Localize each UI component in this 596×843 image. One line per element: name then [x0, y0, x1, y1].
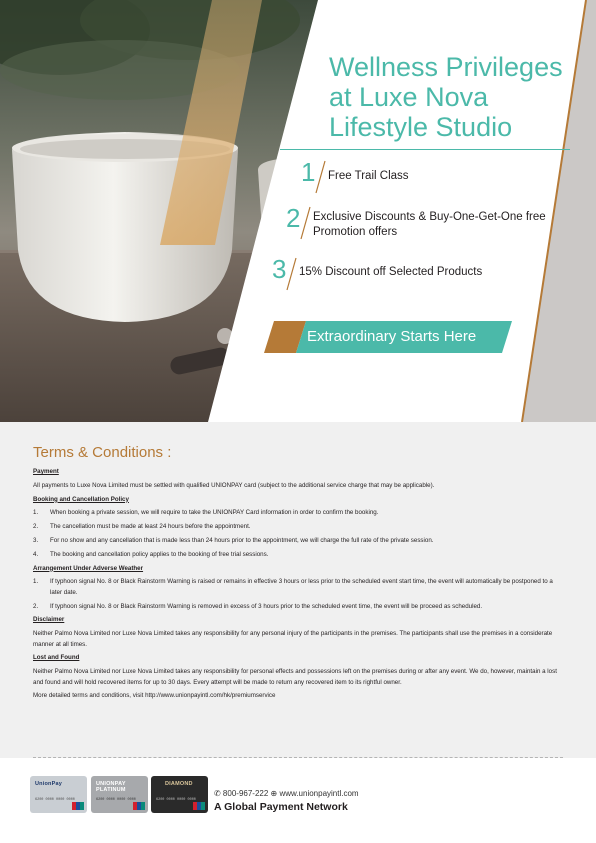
- payment-heading: Payment: [33, 468, 59, 475]
- terms-body: [33, 467, 563, 705]
- weather-heading: Arrangement Under Adverse Weather: [33, 564, 144, 572]
- unionpay-logo-icon: [72, 802, 84, 810]
- list-number: 3.: [33, 536, 39, 544]
- list-number: 1.: [33, 509, 39, 517]
- slash-divider-icon: [285, 257, 297, 291]
- tagline: A Global Payment Network: [214, 801, 348, 813]
- cta-label: Extraordinary Starts Here: [307, 328, 477, 345]
- list-text: If typhoon signal No. 8 or Black Rainstorm Warning is removed in excess of 3 hours prior to the scheduled event time, the event will be proceed as scheduled.: [50, 602, 483, 610]
- disclaimer-heading: Disclaimer: [33, 616, 65, 624]
- unionpay-logo-icon: [133, 802, 145, 810]
- privilege-text: Exclusive Discounts & Buy-One-Get-One free Promotion offers: [313, 211, 546, 238]
- privilege-text: 15% Discount off Selected Products: [299, 266, 483, 278]
- slash-divider-icon: [299, 206, 311, 240]
- list-text: The cancellation must be made at least 24 hours before the appointment.: [50, 523, 251, 531]
- card-number: 6200 0000 0000 0000: [96, 798, 136, 802]
- unionpay-logo-icon: [193, 802, 205, 810]
- list-item: [33, 536, 563, 546]
- payment-text: All payments to Luxe Nova Limited must be settled with qualified UNIONPAY card (subject to the additional service charge that may be applicable).: [33, 481, 435, 489]
- list-item: [33, 508, 563, 518]
- more-terms-link[interactable]: More detailed terms and conditions, visit http://www.unionpayintl.com/hk/premiumservice: [33, 692, 276, 700]
- terms-section: [0, 422, 596, 758]
- list-item: [33, 550, 563, 560]
- extraordinary-starts-here-button[interactable]: [264, 321, 512, 353]
- booking-heading: Booking and Cancellation Policy: [33, 495, 129, 503]
- lost-and-found-heading: Lost and Found: [33, 654, 80, 662]
- privilege-number: 1: [301, 157, 316, 187]
- list-number: 2.: [33, 602, 39, 610]
- footer: [0, 760, 596, 843]
- list-number: 1.: [33, 578, 39, 586]
- card-name: UNIONPAY PLATINUM: [96, 781, 126, 793]
- list-number: 4.: [33, 550, 39, 558]
- list-item: [33, 602, 563, 612]
- unionpay-card-image: [30, 776, 87, 813]
- lost-and-found-text: Neither Palmo Nova Limited nor Luxe Nova Limited takes any responsibility for personal effects and possessions left on the premises during or after any event. We do, however, maintain a lost and found and will hold recovered items for up to 30 days. Every attempt will be made to return any recovered item to its rightful owner.: [33, 668, 557, 686]
- privilege-number: 2: [286, 203, 301, 233]
- list-text: The booking and cancellation policy applies to the booking of free trial sessions.: [50, 550, 269, 558]
- list-text: For no show and any cancellation that is made less than 24 hours prior to the appointment, we will charge the full rate of the private session.: [50, 536, 434, 544]
- privilege-number: 3: [272, 254, 287, 284]
- unionpay-diamond-card-image: [151, 776, 208, 813]
- card-name: UnionPay: [35, 781, 62, 787]
- dashed-divider: [33, 757, 563, 758]
- unionpay-platinum-card-image: [91, 776, 148, 813]
- card-number: 6200 0000 0000 0000: [35, 798, 75, 802]
- hero-title: Wellness Privileges at Luxe Nova Lifestyle Studio: [329, 52, 563, 142]
- list-number: 2.: [33, 523, 39, 531]
- disclaimer-text: Neither Palmo Nova Limited nor Luxe Nova Limited takes any responsibility for any personal injury of the participants in the premises. The participants shall use the premises in a considerate manner at all times.: [33, 630, 553, 648]
- terms-title: Terms & Conditions :: [33, 444, 172, 461]
- privilege-text: Free Trail Class: [328, 170, 409, 182]
- list-text: If typhoon signal No. 8 or Black Rainstorm Warning is raised or remains in effective 3 hours or less prior to the scheduled event start time, the event will automatically be postponed to a later date.: [50, 578, 553, 596]
- contact-info: ✆ 800-967-222 ⊕ www.unionpayintl.com: [214, 789, 359, 798]
- card-name: DIAMOND: [165, 781, 193, 787]
- list-text: When booking a private session, we will require to take the UNIONPAY Card information in order to confirm the booking.: [50, 509, 379, 517]
- slash-divider-icon: [314, 160, 326, 194]
- list-item: [33, 522, 563, 532]
- card-number: 6200 0000 0000 0000: [156, 798, 196, 802]
- title-divider: [280, 149, 570, 150]
- list-item: [33, 577, 563, 598]
